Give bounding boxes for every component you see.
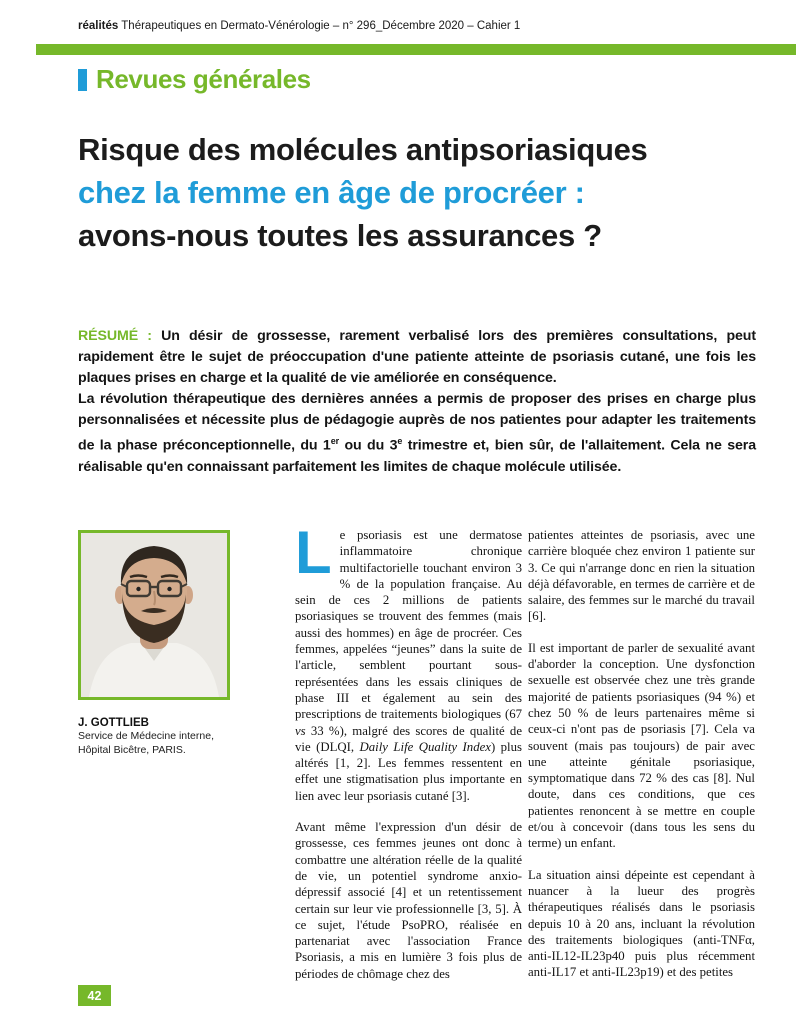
page-header — [78, 20, 520, 32]
header-divider-bar — [36, 44, 796, 55]
paragraph-2: Avant même l'expression d'un désir de grossesse, ces femmes jeunes ont donc à combattre une altération réelle de la qualité de vie, un potentiel syndrome anxio-dépressif associé [4] et un retentissement certain sur leur vie professionnelle [3, 5]. À ce sujet, l'étude PsoPRO, réalisée en partenariat avec l'association France Psoriasis, a mis en lumière 3 fois plus de périodes de chômage chez des — [295, 820, 522, 981]
paragraph-5: La situation ainsi dépeinte est cependant à nuancer à la lueur des progrès thérapeutiques réalisés dans le psoriasis depuis 10 à 20 ans, incluant la révolution des traitements biologiques (anti-TNFα, anti-IL12-IL23p40 puis plus récemment anti-IL17 et anti-IL23p19) et des petites — [528, 867, 755, 980]
title-line-2: chez la femme en âge de procréer : — [78, 175, 585, 210]
author-block — [78, 530, 258, 757]
page-number-badge: 42 — [78, 985, 111, 1006]
article-column-2 — [528, 527, 755, 981]
article-title — [78, 128, 648, 257]
author-portrait-illustration — [81, 533, 227, 697]
abstract — [78, 326, 756, 478]
author-affiliation-line-1: Service de Médecine interne, — [78, 730, 214, 742]
paragraph-3: patientes atteintes de psoriasis, avec une carrière bloquée chez environ 1 patiente sur 3. Ce qui n'arrange donc en rien la situation déjà défavorable, en termes de carrière et de salaire, des femmes sur le marché du travail [6]. — [528, 528, 755, 624]
journal-brand: réalités — [78, 20, 119, 32]
paragraph-4: Il est important de parler de sexualité avant d'aborder la conception. Une dysfonction sexuelle est observée chez une très grande majorité de patients psoriasiques (94 %) et chez 50 % de leurs partenaires même si ceux-ci n'ont pas de psoriasis [7]. Cela va souvent (mais pas toujours) de pair avec une atteinte génitale psoriasique, symptomatique dans 72 % des cas [8]. Nul doute, dans ces conditions, que ces patientes renoncent à se mettre en couple et/ou à concevoir (dans tous les sens du terme) un enfant. — [528, 640, 755, 851]
abstract-paragraph-2: La révolution thérapeutique des dernières années a permis de proposer des prises en charge plus personnalisées et nécessite plus de pédagogie auprès de nos patientes pour adapter les traitements de la phase préconceptionnelle, du 1er ou du 3e trimestre et, bien sûr, de l'allaitement. Cela ne sera réalisable qu'en connaissant parfaitement les limites de chaque molécule utilisée. — [78, 391, 756, 475]
paragraph-intro — [295, 519, 522, 804]
author-affiliation-line-2: Hôpital Bicêtre, PARIS. — [78, 744, 186, 756]
journal-issue-info: Thérapeutiques en Dermato-Vénérologie – n° 296_Décembre 2020 – Cahier 1 — [121, 20, 521, 32]
article-column-1 — [295, 519, 522, 982]
abstract-paragraph-1 — [78, 326, 756, 389]
section-label: Revues générales — [96, 64, 311, 94]
section-heading — [78, 64, 311, 95]
author-photo — [78, 530, 230, 700]
author-name: J. GOTTLIEB — [78, 717, 149, 729]
paragraph-intro-text: e psoriasis est une dermatose inflammatoire chronique multifactorielle touchant environ 3 % de la population française. Au sein de ces 2 millions de patients psoriasiques se trouvent des femmes (mais aussi des hommes) en âge de procréer. Ces femmes, appelées “jeunes” dans la suite de l'article, semblent pourtant sous-représentées dans les essais cliniques de phase III et également au sein des prescriptions de traitements biologiques (67 vs 33 %), malgré des scores de qualité de vie (DLQI, Daily Life Quality Index) plus altérés [1, 2]. Les femmes ressentent en effet une stigmatisation plus importante en lien avec leur psoriasis cutané [3]. — [295, 528, 522, 803]
title-line-3: avons-nous toutes les assurances ? — [78, 218, 602, 253]
abstract-text-1: Un désir de grossesse, rarement verbalisé lors des premières consultations, peut rapidement être le sujet de préoccupation d'une patiente atteinte de psoriasis cutané, une fois les plaques prises en charge et la qualité de vie améliorée en conséquence. — [78, 328, 757, 386]
abstract-label: RÉSUMÉ : — [78, 328, 152, 344]
dropcap-letter: L — [295, 519, 332, 586]
section-marker — [78, 69, 87, 91]
title-line-1: Risque des molécules antipsoriasiques — [78, 132, 648, 167]
